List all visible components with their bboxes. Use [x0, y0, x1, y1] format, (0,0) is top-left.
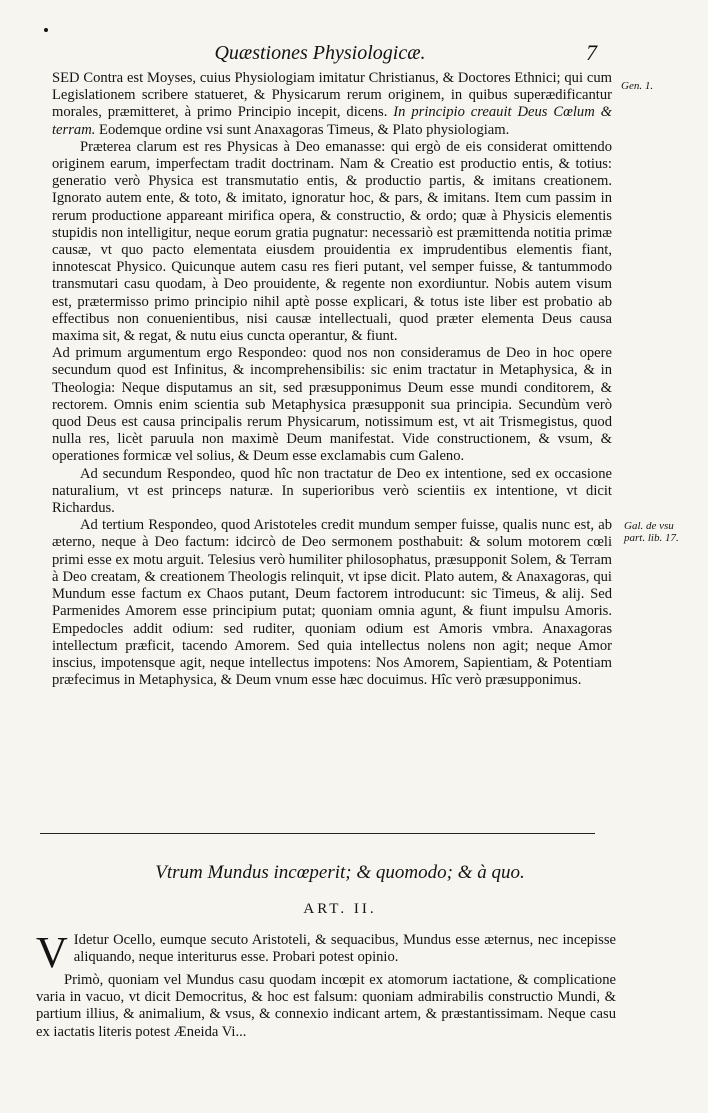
article-title: Vtrum Mundus incœperit; & quomodo; & à quo. [155, 862, 525, 883]
paragraph-videtur-text: Idetur Ocello, eumque secuto Aristoteli, & sequacibus, Mundus esse æternus, nec incepisse aliquando, neque interiturus esse. Probari potest opinio. [73, 932, 616, 966]
paragraph-sed-contra [52, 70, 612, 139]
drop-cap: V [36, 928, 68, 977]
margin-note-galen: Gal. de vsu part. lib. 17. [624, 520, 679, 544]
section-text [52, 70, 612, 689]
paragraph-ad-primum: Ad primum argumentum ergo Respondeo: quod nos non consideramus de Deo in hoc opere secundum quod est Infinitus, & incomprehensibilis: sic enim tractatur in Metaphysica, & in Theologia: Neque disputamus an sit, sed præsupponimus Deum esse mundi conditorem, & rectorem. Omnis enim scientia sub Metaphysica præsupponit sua principia. Secundùm verò quod Deus est causa principalis rerum Physicarum, notissimum est, vt ait Trismegistus, quod nulla res, licèt paruula non maximè Deum manifestat. Vide constructionem, & vsum, & operationes formicæ vel solius, & Deum esse exclamabis cum Galeno. [52, 345, 612, 465]
genesis-quote: In principio creauit Deus Cœlum & terram. [52, 104, 613, 138]
paragraph-sed-contra-end: Eodemque ordine vsi sunt Anaxagoras Timeus, & Plato physiologiam. [95, 121, 510, 138]
paragraph-ad-secundum: Ad secundum Respondeo, quod hîc non tractatur de Deo ex intentione, sed ex occasione naturalium, vt est princeps naturæ. In superioribus verò scientiis ex intentione, vt dicit Richardus. [52, 465, 612, 517]
paragraph-videtur [36, 928, 616, 977]
paragraph-ad-tertium: Ad tertium Respondeo, quod Aristoteles credit mundum semper fuisse, qualis nunc est, ab æterno, neque à Deo factum: idcircò de Deo sermonem posthabuit: & solum motorem cœli primi esse ex motu arguit. Telesius verò humiliter philosophatus, præsupponit Solem, & Terram à Deo creatam, & creationem Theologis relinquit, vt ipse dicit. Plato autem, & Anaxagoras, qui Mundum esse factum ex Chaos putant, Deum factorem introducunt: sic Timeus, & alij. Sed Parmenides Amorem esse principium putat; quoniam omnia agunt, & fiunt impulsu Amoris. Empedocles addit odium: sed ruditer, quoniam odium est Amoris vmbra. Anaxagoras intellectum præficit, tacendo Amorem. Sed quia intellectus nolens non agit; neque Amor inscius, impotensque agit, neque intellectus impotens: Nos Amorem, Sapientiam, & Potentiam præfecimus in Metaphysica, & Deum vnum esse hæc docuimus. Hîc verò præsupponimus. [52, 517, 612, 689]
running-title: Quæstiones Physiologicæ. [214, 42, 426, 64]
paragraph-praeterea: Præterea clarum est res Physicas à Deo emanasse: qui ergò de eis considerat omittendo originem earum, imperfectam tradit doctrinam. Nam & Creatio est productio entis, & totius: generatio verò Physica est transmutatio entis, & productio partis, & imitans creationem. Ignorato autem ente, & toto, & imitato, ignoratur hoc, & pars, & imitans. Item cum passim in rerum productione appareant mirifica opera, & constructio, & ordo; quæ à Physicis elementis stupidis non intelligitur, neque eorum gratia pugnatur: necessariò est præmittenda notitia primæ causæ, vt quo pacto elementata eiusdem prouidentia ex imprudentibus elementis fiant, innotescat Physico. Quicunque autem casu res fieri putant, vel semper fuisse, & tantummodo transmutari casu quodam, à Deo prouidente, & regente non exordiuntur. Nobis autem visum est, prætermisso primo principio nihil aptè posse explicari, & totus iste liber est probatio ab effectibus non conuenientibus, nisi causæ intellectuali, quod præter elementa Deus causa maxima sit, & regat, & nutu eius cuncta operantur, & fiunt. [52, 138, 612, 345]
article-number: ART. II. [303, 901, 377, 917]
margin-note-genesis: Gen. 1. [621, 80, 654, 92]
paragraph-sed-contra-text: SED Contra est Moyses, cuius Physiologiam imitatur Christianus, & Doctores Ethnici; qui cum Legislationem scribere statueret, & Physicarum rerum originem, in quibus superædificantur morales, præmitteret, à primo Principio incepit, dicens. [52, 70, 612, 121]
page-number: 7 [586, 40, 597, 65]
ink-dot [44, 28, 48, 32]
article-text [36, 928, 616, 1041]
section-divider [40, 833, 595, 834]
paragraph-primo: Primò, quoniam vel Mundus casu quodam incœpit ex atomorum iactatione, & complicatione varia in vacuo, vt dicit Democritus, & hoc est falsum: quoniam admirabilis constructio Mundi, & partium illius, & animalium, & vsus, & connexio indicant artem, & præstantissimam. Neque casu ex iactatis literis potest Æneida Vi... [36, 972, 616, 1040]
